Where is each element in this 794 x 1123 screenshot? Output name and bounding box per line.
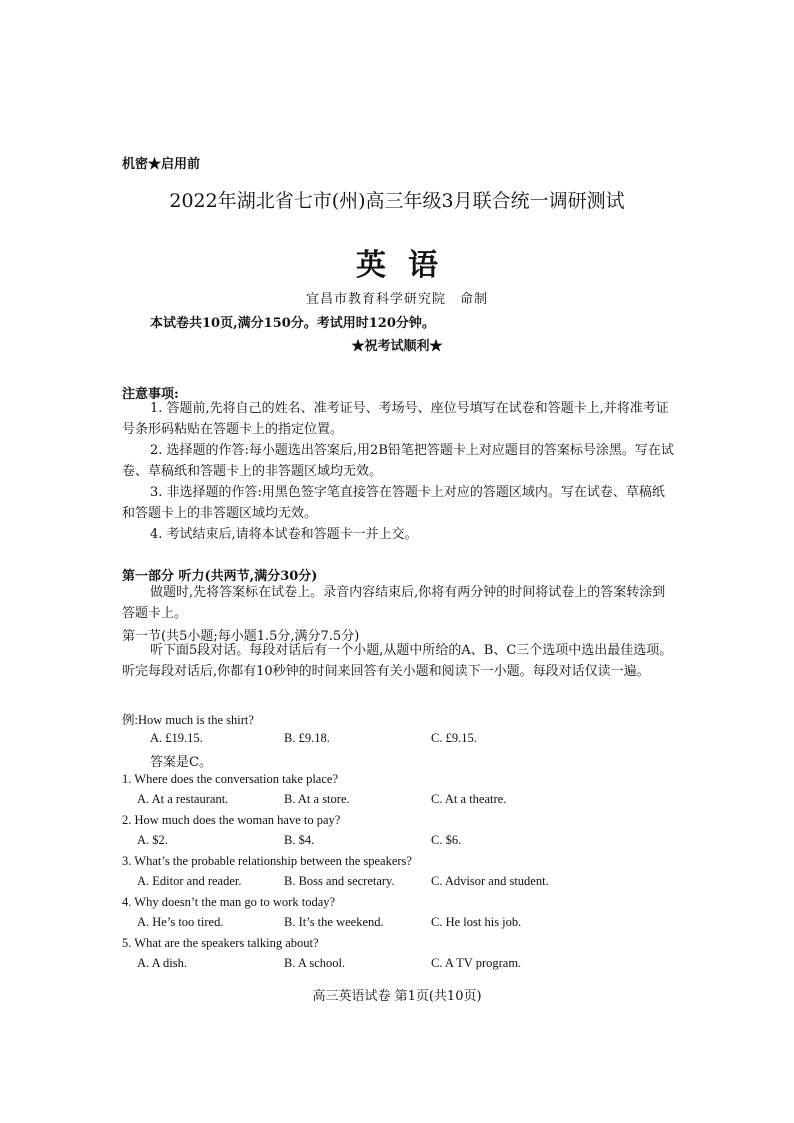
q1-option-b: B. At a store. xyxy=(284,792,350,806)
example-option-b: B. £9.18. xyxy=(284,731,330,745)
q1-option-c: C. At a theatre. xyxy=(431,792,507,806)
question-3: 3. What’s the probable relationship between the speakers? xyxy=(122,854,412,868)
part1-heading: 第一部分 听力(共两节,满分30分) xyxy=(122,569,318,584)
section1-intro: 听下面5段对话。每段对话后有一个小题,从题中所给的A、B、C三个选项中选出最佳选项。听完每段对话后,你都有10秒钟的时间来回答有关小题和阅读下一小题。每段对话仅读一遍。 xyxy=(122,643,673,679)
maker-org: 宜昌市教育科学研究院 xyxy=(306,292,447,307)
section1-heading: 第一节(共5小题;每小题1.5分,满分7.5分) xyxy=(122,629,360,644)
notice-item: 4. 考试结束后,请将本试卷和答题卡一并上交。 xyxy=(150,527,418,542)
example-question: 例:How much is the shirt? xyxy=(122,713,254,727)
page-footer: 高三英语试卷 第1页(共10页) xyxy=(312,989,482,1004)
notice-item: 1. 答题前,先将自己的姓名、准考证号、考场号、座位号填写在试卷和答题卡上,并将准考证号条形码粘贴在答题卡上的指定位置。 xyxy=(122,401,669,437)
q2-option-c: C. $6. xyxy=(431,833,462,847)
question-1: 1. Where does the conversation take place? xyxy=(122,772,338,786)
question-4: 4. Why doesn’t the man go to work today? xyxy=(122,895,336,909)
question-2: 2. How much does the woman have to pay? xyxy=(122,813,341,827)
maker-line xyxy=(306,288,488,307)
q3-option-c: C. Advisor and student. xyxy=(431,874,549,888)
q2-option-a: A. $2. xyxy=(137,833,168,847)
example-option-a: A. £19.15. xyxy=(150,731,203,745)
exam-info: 本试卷共10页,满分150分。考试用时120分钟。 xyxy=(150,316,435,331)
question-5: 5. What are the speakers talking about? xyxy=(122,936,319,950)
example-option-c: C. £9.15. xyxy=(431,731,477,745)
notice-title: 注意事项: xyxy=(122,387,179,402)
exam-title: 2022年湖北省七市(州)高三年级3月联合统一调研测试 xyxy=(169,190,625,212)
subject-title: 英语 xyxy=(356,248,460,283)
q4-option-a: A. He’s too tired. xyxy=(137,915,224,929)
wish-line: ★祝考试顺利★ xyxy=(351,339,443,354)
maker-label: 命制 xyxy=(460,292,489,307)
q5-option-a: A. A dish. xyxy=(137,956,188,970)
notice-item: 2. 选择题的作答:每小题选出答案后,用2B铅笔把答题卡上对应题目的答案标号涂黑。写在试卷、草稿纸和答题卡上的非答题区域均无效。 xyxy=(122,443,674,479)
q5-option-c: C. A TV program. xyxy=(431,956,522,970)
q2-option-b: B. $4. xyxy=(284,833,315,847)
q1-option-a: A. At a restaurant. xyxy=(137,792,229,806)
confidential-label: 机密★启用前 xyxy=(122,157,201,172)
q4-option-c: C. He lost his job. xyxy=(431,915,522,929)
q3-option-a: A. Editor and reader. xyxy=(137,874,242,888)
q4-option-b: B. It’s the weekend. xyxy=(284,915,384,929)
example-answer: 答案是C。 xyxy=(150,755,212,770)
q3-option-b: B. Boss and secretary. xyxy=(284,874,395,888)
q5-option-b: B. A school. xyxy=(284,956,346,970)
part1-intro: 做题时,先将答案标在试卷上。录音内容结束后,你将有两分钟的时间将试卷上的答案转涂到答题卡上。 xyxy=(122,585,666,621)
notice-item: 3. 非选择题的作答:用黑色签字笔直接答在答题卡上对应的答题区域内。写在试卷、草稿纸和答题卡上的非答题区域均无效。 xyxy=(122,485,665,521)
